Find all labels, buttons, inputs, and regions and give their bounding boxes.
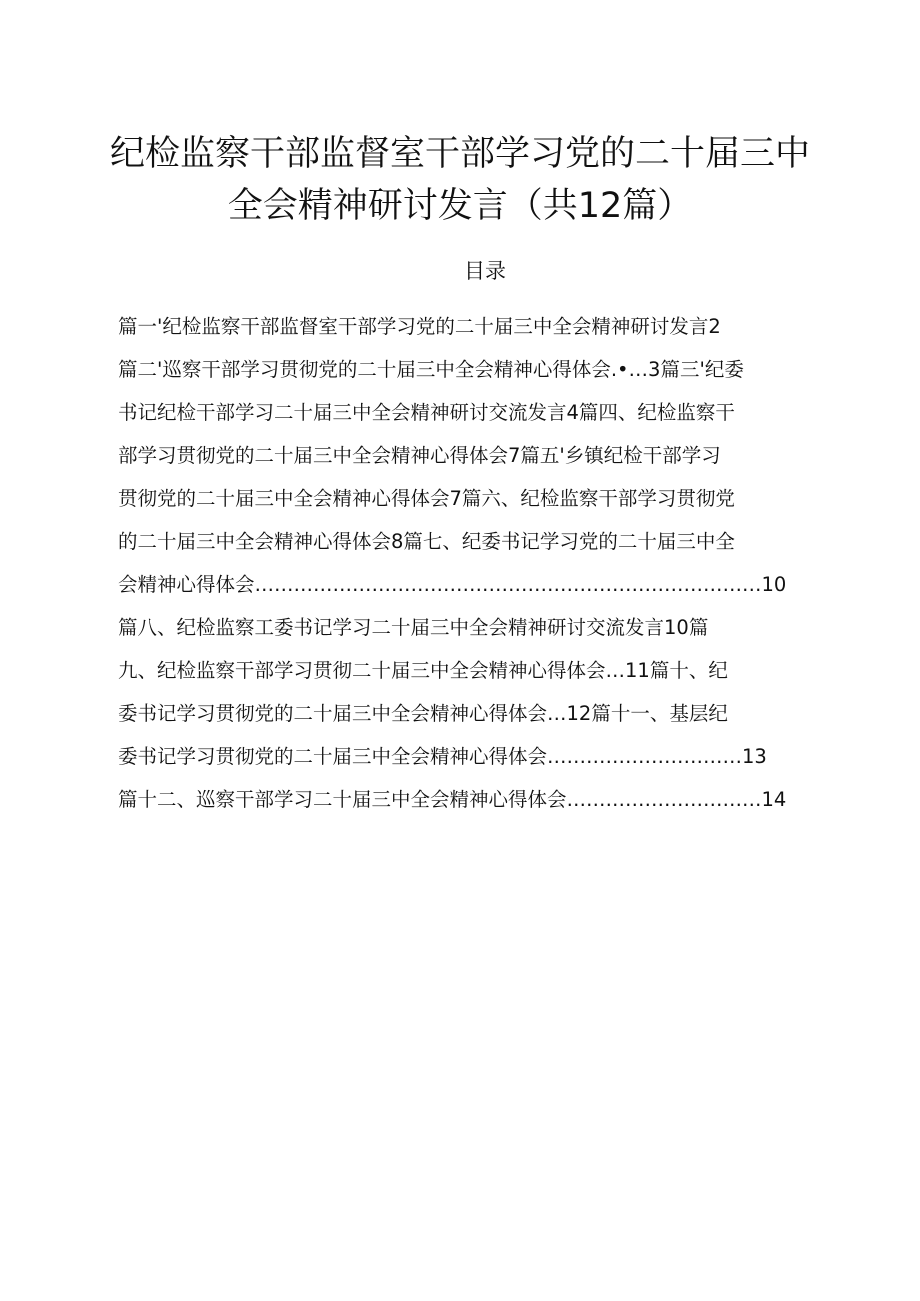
toc-line-text: 部学习贯彻党的二十届三中全会精神心得体会7篇五'乡镇纪检干部学习 bbox=[118, 444, 721, 467]
toc-line-text: 委书记学习贯彻党的二十届三中全会精神心得体会…12篇十一、基层纪 bbox=[118, 702, 728, 725]
toc-line-text: 篇一'纪检监察干部监督室干部学习党的二十届三中全会精神研讨发言2 bbox=[118, 315, 721, 338]
toc-line bbox=[118, 305, 858, 348]
title-line-2: 全会精神研讨发言（共12篇） bbox=[227, 186, 693, 226]
toc-line-text: 书记纪检干部学习二十届三中全会精神研讨交流发言4篇四、纪检监察干 bbox=[118, 401, 735, 424]
toc-heading: 目录 bbox=[464, 259, 506, 283]
toc-line bbox=[118, 649, 858, 692]
toc-line-text: 贯彻党的二十届三中全会精神心得体会7篇六、纪检监察干部学习贯彻党 bbox=[118, 487, 735, 510]
toc-line bbox=[118, 477, 858, 520]
toc-line bbox=[118, 778, 858, 821]
toc-line bbox=[118, 391, 858, 434]
toc-line bbox=[118, 563, 858, 606]
toc-line-text: 会精神心得体会……………………………………………………………………10 bbox=[118, 573, 787, 596]
toc-line-text: 的二十届三中全会精神心得体会8篇七、纪委书记学习党的二十届三中全 bbox=[118, 530, 735, 553]
toc-line-text: 篇十二、巡察干部学习二十届三中全会精神心得体会…………………………14 bbox=[118, 788, 787, 811]
toc-line bbox=[118, 735, 858, 778]
toc-line bbox=[118, 348, 858, 391]
toc-line-text: 篇二'巡察干部学习贯彻党的二十届三中全会精神心得体会.•…3篇三'纪委 bbox=[118, 358, 744, 381]
toc-line-text: 九、纪检监察干部学习贯彻二十届三中全会精神心得体会…11篇十、纪 bbox=[118, 659, 728, 682]
toc-line bbox=[118, 606, 858, 649]
toc-line bbox=[118, 692, 858, 735]
toc-line bbox=[118, 434, 858, 477]
title-line-1: 纪检监察干部监督室干部学习党的二十届三中 bbox=[109, 134, 810, 174]
toc-line-text: 委书记学习贯彻党的二十届三中全会精神心得体会…………………………13 bbox=[118, 745, 767, 768]
toc-line bbox=[118, 520, 858, 563]
table-of-contents bbox=[118, 305, 858, 821]
toc-line-text: 篇八、纪检监察工委书记学习二十届三中全会精神研讨交流发言10篇 bbox=[118, 616, 709, 639]
document-title bbox=[60, 128, 860, 232]
